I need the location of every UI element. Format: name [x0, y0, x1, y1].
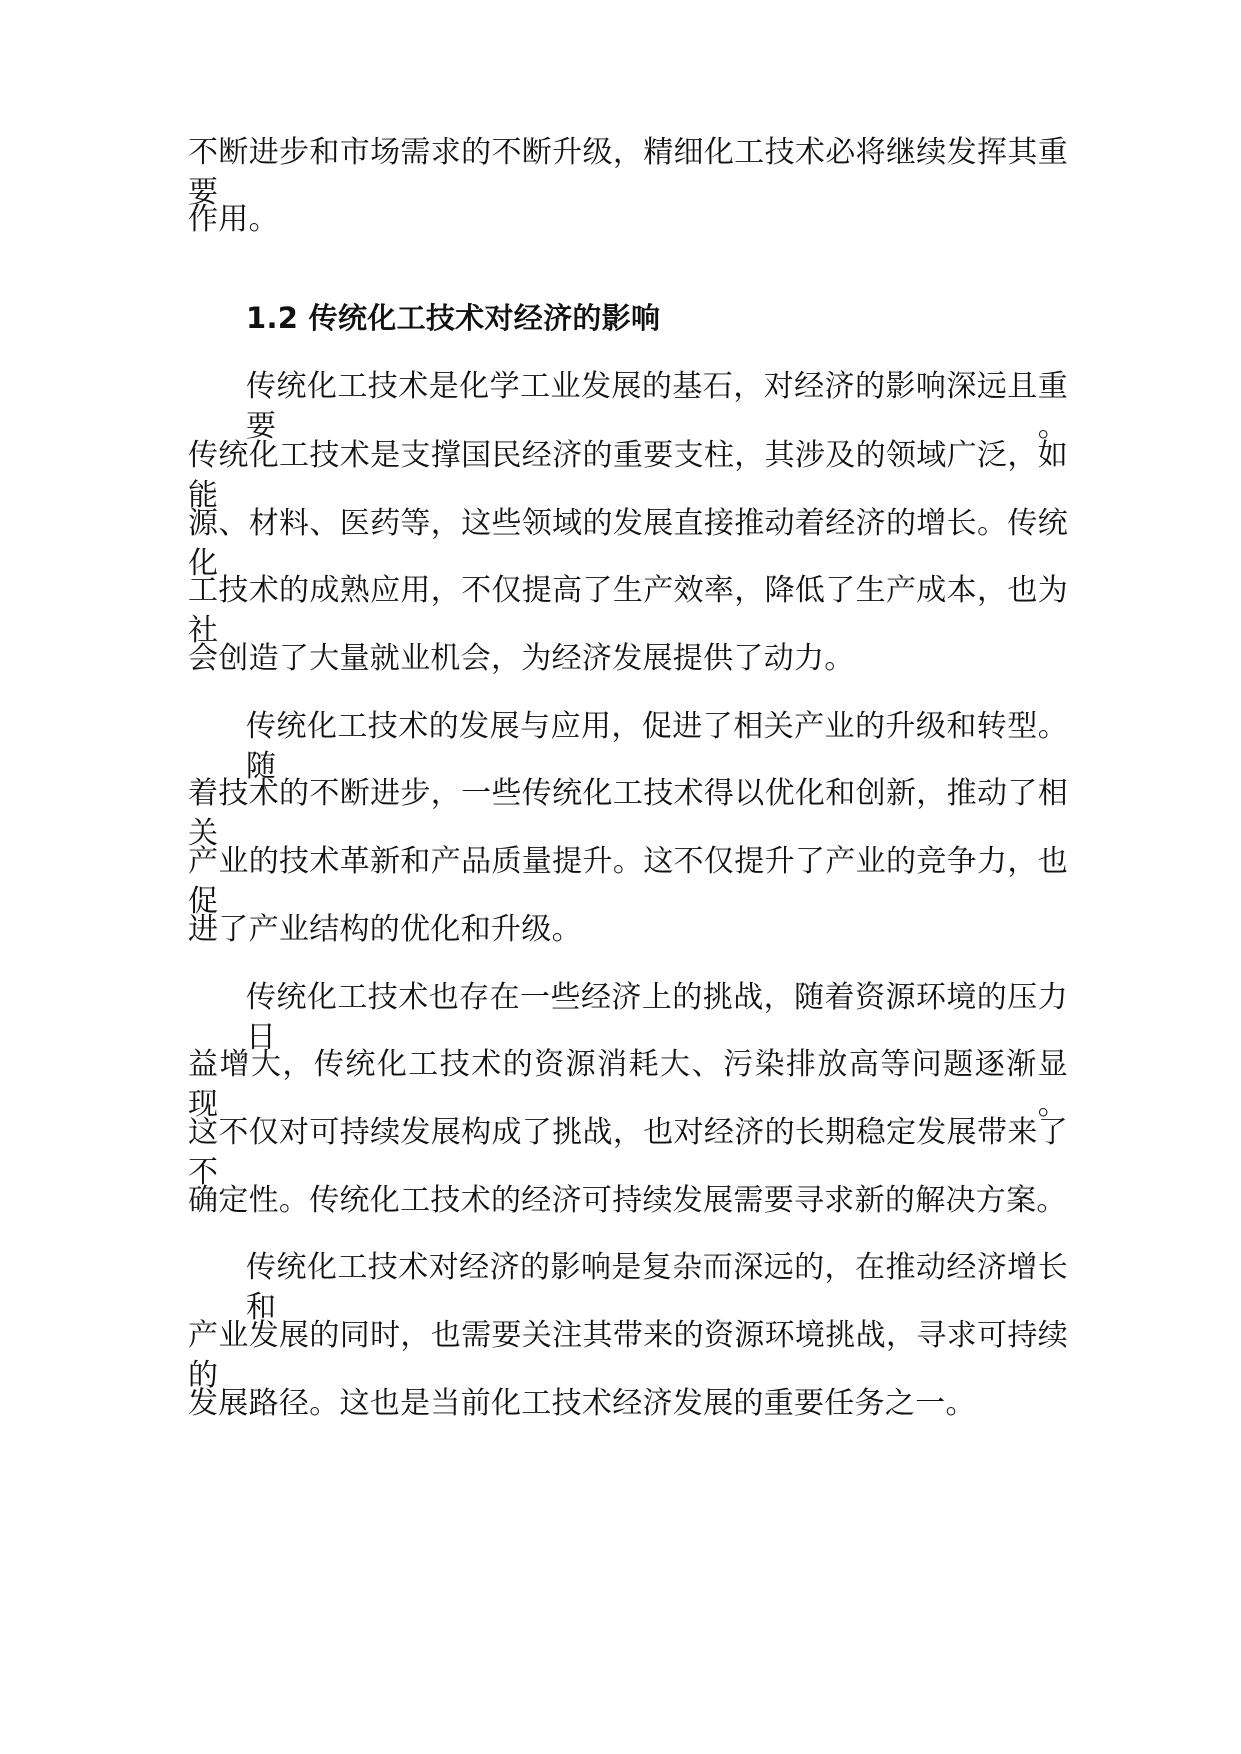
paragraph-line: 着技术的不断进步，一些传统化工技术得以优化和创新，推动了相关: [188, 776, 1068, 851]
paragraph-line: 不断进步和市场需求的不断升级，精细化工技术必将继续发挥其重要: [188, 135, 1068, 210]
paragraph-line: 确定性。传统化工技术的经济可持续发展需要寻求新的解决方案。: [188, 1183, 1067, 1218]
paragraph-line: 产业发展的同时，也需要关注其带来的资源环境挑战，寻求可持续的: [188, 1318, 1068, 1393]
paragraph-line: 产业的技术革新和产品质量提升。这不仅提升了产业的竞争力，也促: [188, 844, 1068, 919]
paragraph-line: 传统化工技术是化学工业发展的基石，对经济的影响深远且重要。: [246, 369, 1068, 444]
paragraph-line: 工技术的成熟应用，不仅提高了生产效率，降低了生产成本，也为社: [188, 573, 1068, 648]
paragraph-line: 传统化工技术对经济的影响是复杂而深远的，在推动经济增长和: [246, 1250, 1068, 1325]
paragraph-line: 传统化工技术的发展与应用，促进了相关产业的升级和转型。随: [246, 709, 1068, 784]
paragraph-line: 这不仅对可持续发展构成了挑战，也对经济的长期稳定发展带来了不: [188, 1115, 1068, 1190]
paragraph-line: 进了产业结构的优化和升级。: [188, 912, 582, 947]
paragraph-line: 源、材料、医药等，这些领域的发展直接推动着经济的增长。传统化: [188, 506, 1068, 581]
paragraph-line: 发展路径。这也是当前化工技术经济发展的重要任务之一。: [188, 1386, 976, 1421]
paragraph-line: 会创造了大量就业机会，为经济发展提供了动力。: [188, 641, 855, 676]
paragraph-line: 益增大，传统化工技术的资源消耗大、污染排放高等问题逐渐显现。: [188, 1047, 1068, 1122]
paragraph-line: 作用。: [188, 202, 279, 237]
paragraph-line: 传统化工技术也存在一些经济上的挑战，随着资源环境的压力日: [246, 980, 1068, 1055]
paragraph-line: 传统化工技术是支撑国民经济的重要支柱，其涉及的领域广泛，如能: [188, 438, 1068, 513]
section-heading: 1.2 传统化工技术对经济的影响: [246, 301, 661, 335]
